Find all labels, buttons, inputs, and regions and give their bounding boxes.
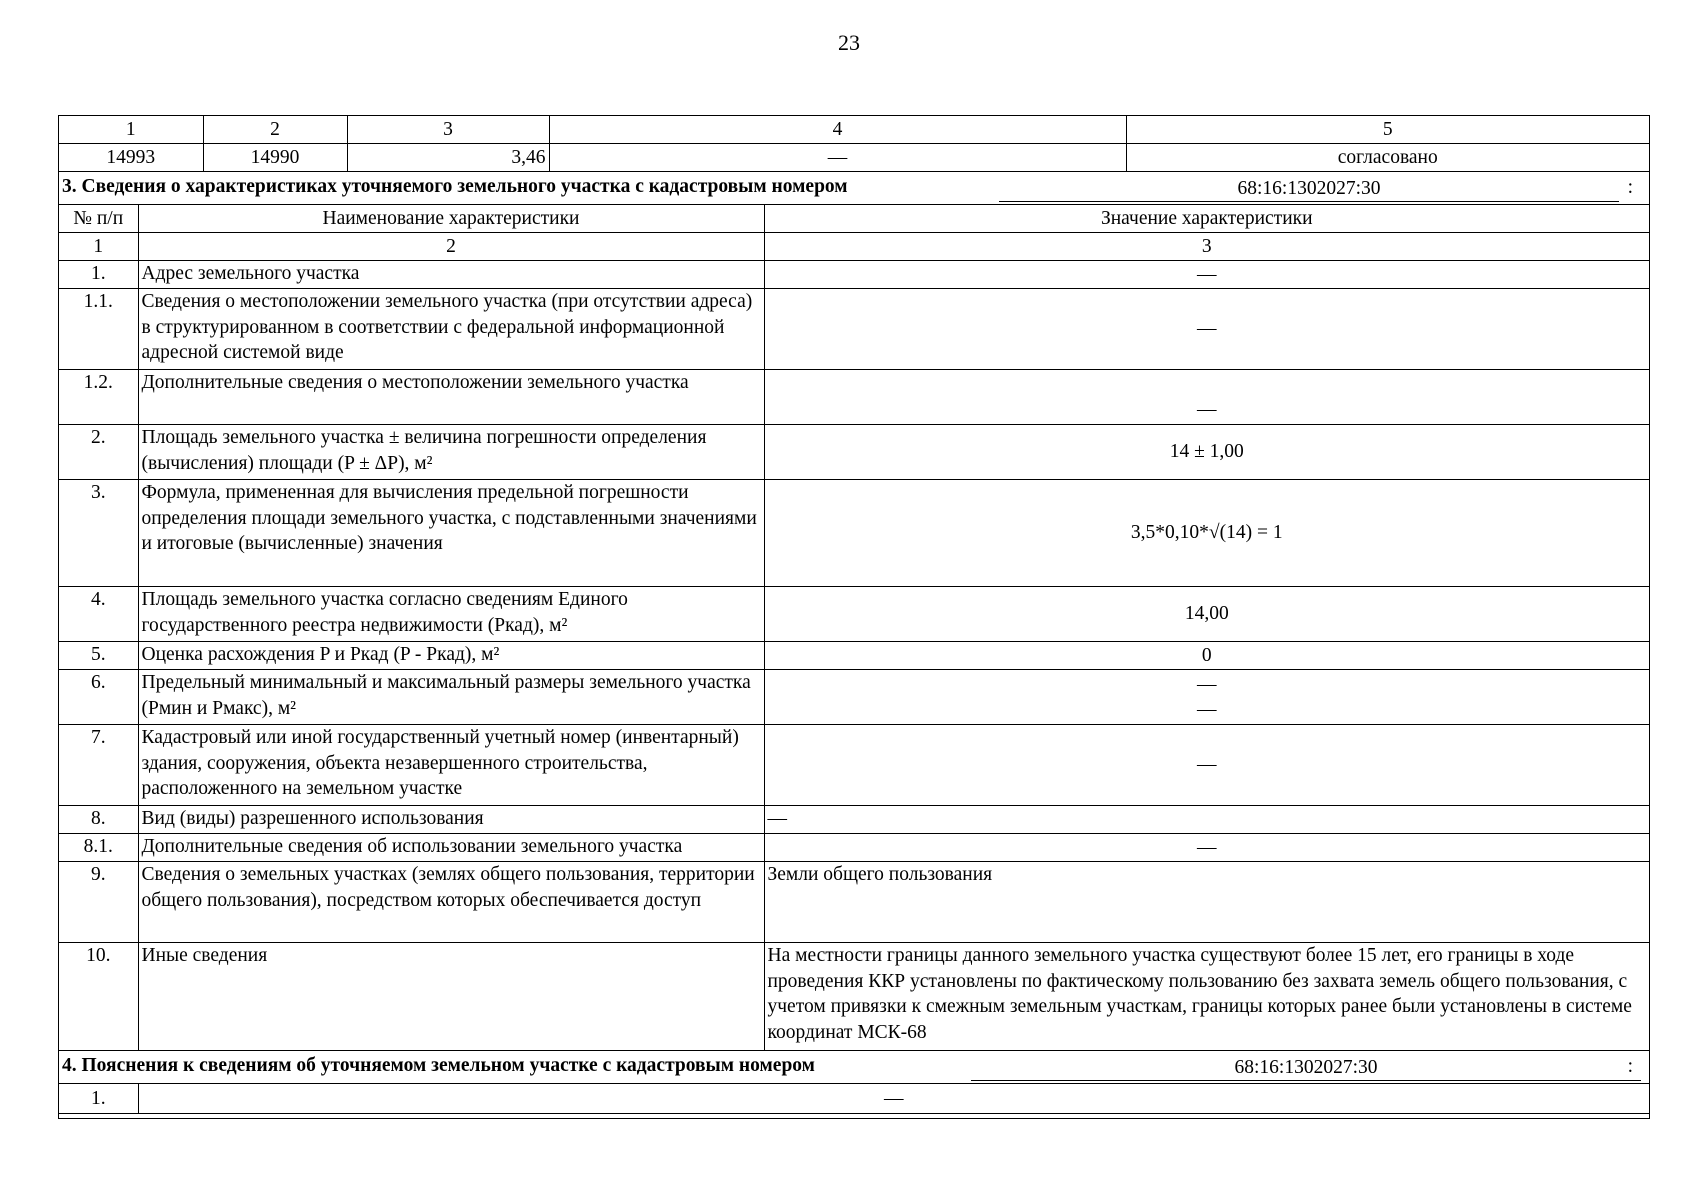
approval-header-cell: 3 xyxy=(347,116,549,144)
column-header: № п/п xyxy=(59,205,138,233)
column-header: Значение характеристики xyxy=(764,205,1649,233)
explanation-value: — xyxy=(138,1084,1649,1114)
section3-colon: : xyxy=(1627,177,1633,198)
table-row xyxy=(59,834,1649,862)
approval-cell: — xyxy=(549,144,1126,172)
approval-table xyxy=(59,116,1649,171)
table-row xyxy=(59,725,1649,806)
row-number: 8.1. xyxy=(59,834,138,862)
characteristics-header-row xyxy=(59,205,1649,233)
table-row xyxy=(59,806,1649,834)
characteristic-name: Кадастровый или иной государственный учетный номер (инвентарный) здания, сооружения, объекта незавершенного строительства, расположенного на земельном участке xyxy=(138,725,764,806)
characteristic-value: — xyxy=(764,834,1649,862)
table-row xyxy=(59,642,1649,670)
column-header: Наименование характеристики xyxy=(138,205,764,233)
table-row xyxy=(59,1084,1649,1114)
characteristic-value: — xyxy=(764,806,1649,834)
table-row xyxy=(59,480,1649,587)
max-size-value: — xyxy=(1197,699,1217,720)
characteristic-name: Формула, примененная для вычисления предельной погрешности определения площади земельного участка, с подставленными значениями и итоговые (вычисленные) значения xyxy=(138,480,764,587)
min-max-values xyxy=(764,670,1649,725)
approval-header-row xyxy=(59,116,1649,144)
explanations-table xyxy=(59,1084,1649,1115)
page-number: 23 xyxy=(838,30,860,55)
row-number: 9. xyxy=(59,862,138,943)
table-row xyxy=(59,425,1649,480)
row-number: 6. xyxy=(59,670,138,725)
characteristic-value: — xyxy=(764,261,1649,289)
approval-header-cell: 4 xyxy=(549,116,1126,144)
bottom-rule xyxy=(59,1114,1649,1119)
row-number: 4. xyxy=(59,587,138,642)
approval-cell: 14993 xyxy=(59,144,203,172)
table-row xyxy=(59,670,1649,725)
approval-row xyxy=(59,144,1649,172)
characteristic-name: Вид (виды) разрешенного использования xyxy=(138,806,764,834)
characteristic-name: Дополнительные сведения о местоположении земельного участка xyxy=(138,370,764,425)
column-number: 1 xyxy=(59,233,138,261)
characteristic-value: 14,00 xyxy=(764,587,1649,642)
characteristic-value: 14 ± 1,00 xyxy=(764,425,1649,480)
characteristics-table xyxy=(59,205,1649,1050)
characteristic-name: Адрес земельного участка xyxy=(138,261,764,289)
section3-title: 3. Сведения о характеристиках уточняемого земельного участка с кадастровым номером xyxy=(62,176,848,197)
column-number: 3 xyxy=(764,233,1649,261)
row-number: 3. xyxy=(59,480,138,587)
approval-cell: 14990 xyxy=(203,144,347,172)
table-row xyxy=(59,370,1649,425)
characteristic-name: Сведения о местоположении земельного участка (при отсутствии адреса) в структурированном в соответствии с федеральной информационной адресной системой виде xyxy=(138,289,764,370)
characteristic-name: Дополнительные сведения об использовании земельного участка xyxy=(138,834,764,862)
characteristic-name: Предельный минимальный и максимальный размеры земельного участка (Pмин и Pмакс), м² xyxy=(138,670,764,725)
row-number: 1.2. xyxy=(59,370,138,425)
row-number: 8. xyxy=(59,806,138,834)
approval-header-cell: 2 xyxy=(203,116,347,144)
characteristic-name: Площадь земельного участка согласно сведениям Единого государственного реестра недвижимости (Pкад), м² xyxy=(138,587,764,642)
section4-heading xyxy=(59,1050,1649,1084)
approval-cell: 3,46 xyxy=(347,144,549,172)
characteristic-name: Оценка расхождения P и Pкад (P - Pкад), м² xyxy=(138,642,764,670)
other-info-value: На местности границы данного земельного участка существуют более 15 лет, его границы в ходе проведения ККР установлены по фактическому пользованию без захвата земель общего пользования, с учетом привязки к смежным земельным участкам, границы которых ранее были установлены в системе координат МСК-68 xyxy=(764,943,1649,1050)
section3-heading xyxy=(59,171,1649,205)
approval-header-cell: 5 xyxy=(1126,116,1649,144)
section3-cadastral-number: 68:16:1302027:30 xyxy=(999,177,1619,202)
approval-status-cell: согласовано xyxy=(1126,144,1649,172)
table-row xyxy=(59,289,1649,370)
min-size-value: — xyxy=(1197,673,1217,695)
row-number: 1. xyxy=(59,261,138,289)
characteristic-value: 0 xyxy=(764,642,1649,670)
table-row xyxy=(59,587,1649,642)
table-row xyxy=(59,261,1649,289)
characteristic-name: Иные сведения xyxy=(138,943,764,1050)
characteristic-value: — xyxy=(764,725,1649,806)
characteristic-value: — xyxy=(764,289,1649,370)
column-number-row xyxy=(59,233,1649,261)
section4-colon: : xyxy=(1627,1055,1633,1077)
section4-title: 4. Пояснения к сведениям об уточняемом земельном участке с кадастровым номером xyxy=(62,1054,815,1076)
area-error-formula: 3,5*0,10*√(14) = 1 xyxy=(764,480,1649,587)
table-row xyxy=(59,862,1649,943)
characteristic-name: Площадь земельного участка ± величина погрешности определения (вычисления) площади (P ± ΔP), м² xyxy=(138,425,764,480)
document-frame xyxy=(58,115,1650,1119)
column-number: 2 xyxy=(138,233,764,261)
characteristic-name: Сведения о земельных участках (землях общего пользования, территории общего пользования), посредством которых обеспечивается доступ xyxy=(138,862,764,943)
section4-cadastral-number: 68:16:1302027:30 xyxy=(971,1056,1641,1081)
row-number: 1.1. xyxy=(59,289,138,370)
access-lands-value: Земли общего пользования xyxy=(764,862,1649,943)
row-number: 7. xyxy=(59,725,138,806)
row-number: 1. xyxy=(59,1084,138,1114)
characteristic-value: — xyxy=(764,370,1649,425)
row-number: 2. xyxy=(59,425,138,480)
approval-header-cell: 1 xyxy=(59,116,203,144)
row-number: 10. xyxy=(59,943,138,1050)
row-number: 5. xyxy=(59,642,138,670)
table-row xyxy=(59,943,1649,1050)
